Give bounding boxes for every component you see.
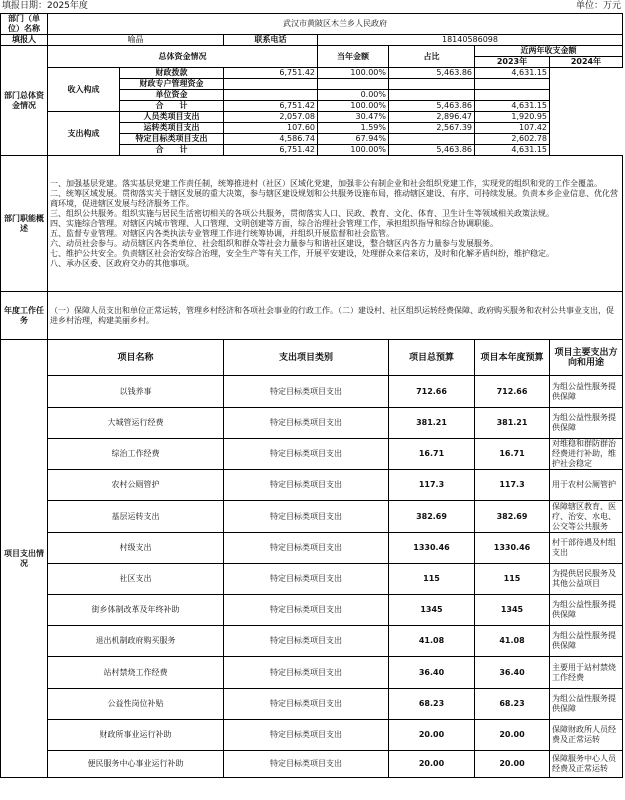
project-year-budget: 1330.46 [475, 533, 550, 564]
project-name: 大城管运行经费 [48, 408, 224, 439]
income-label: 收入构成 [48, 68, 120, 112]
project-purpose: 为组公益性服务提供保障 [550, 376, 623, 408]
income-row [1, 68, 623, 79]
expense-ratio: 1.59% [318, 123, 389, 134]
overview-section-label: 部门总体资金情况 [1, 46, 48, 156]
project-year-budget: 115 [475, 564, 550, 595]
project-category: 特定目标类项目支出 [224, 595, 389, 626]
income-total-2023: 5,463.86 [389, 101, 475, 112]
project-name: 以钱养事 [48, 376, 224, 408]
project-purpose: 为组公益性服务提供保障 [550, 408, 623, 439]
project-total-budget: 20.00 [389, 720, 475, 751]
overview-col-2023: 2023年 [475, 57, 550, 68]
projects-col-purpose: 项目主要支出方向和用途 [550, 340, 623, 376]
project-row [1, 689, 623, 720]
income-2024 [475, 90, 550, 101]
project-category: 特定目标类项目支出 [224, 501, 389, 533]
income-amount [224, 79, 318, 90]
project-total-budget: 1330.46 [389, 533, 475, 564]
expense-total-amount: 6,751.42 [224, 145, 318, 156]
expense-name: 运转类项目支出 [120, 123, 224, 134]
income-2023 [389, 90, 475, 101]
function-line: 六、动员社会参与。动员辖区内各类单位、社会组织和群众等社会力量参与和谐社区建设，整合辖区内各方力量参与发展服务。 [50, 238, 498, 248]
project-total-budget: 117.3 [389, 470, 475, 501]
expense-total-name: 合 计 [120, 145, 224, 156]
expense-row [1, 112, 623, 123]
project-name: 社区支出 [48, 564, 224, 595]
income-name: 单位资金 [120, 90, 224, 101]
dept-name-value: 武汉市黄陂区木兰乡人民政府 [48, 14, 623, 35]
project-category: 特定目标类项目支出 [224, 564, 389, 595]
expense-amount: 2,057.08 [224, 112, 318, 123]
project-year-budget: 20.00 [475, 720, 550, 751]
income-ratio: 0.00% [318, 90, 389, 101]
income-ratio: 100.00% [318, 68, 389, 79]
project-row [1, 595, 623, 626]
filler-label: 填报人 [1, 35, 48, 46]
project-purpose: 为组公益性服务提供保障 [550, 689, 623, 720]
project-name: 便民服务中心事业运行补助 [48, 751, 224, 778]
overview-col-2024: 2024年 [550, 57, 623, 68]
projects-label: 项目支出情况 [1, 340, 48, 778]
functions-label: 部门职能概述 [1, 156, 48, 292]
phone-label: 联系电话 [224, 35, 318, 46]
project-category: 特定目标类项目支出 [224, 439, 389, 470]
projects-col-year: 项目本年度预算 [475, 340, 550, 376]
income-2023 [389, 79, 475, 90]
function-line: 二、统筹区域发展。贯彻落实关于辖区发展的重大决策，参与辖区建设规划和公共服务设施布局，推动辖区建设、有序、可持续发展。负责本乡企业信息、优化营商环境，促进辖区发展与经济服务工作。 [50, 188, 618, 208]
project-category: 特定目标类项目支出 [224, 720, 389, 751]
function-line: 五、监督专业管理。对辖区内各类执法专业管理工作进行统筹协调，并组织开展监督和社会监管。 [50, 228, 394, 238]
project-year-budget: 20.00 [475, 751, 550, 778]
project-name: 农村公厕管护 [48, 470, 224, 501]
overview-col-recent: 近两年收支金额 [475, 46, 623, 57]
project-year-budget: 1345 [475, 595, 550, 626]
project-name: 财政所事业运行补助 [48, 720, 224, 751]
expense-2024: 107.42 [475, 123, 550, 134]
filler-row [1, 35, 623, 46]
income-2024 [475, 79, 550, 90]
project-row [1, 439, 623, 470]
project-total-budget: 36.40 [389, 657, 475, 689]
project-total-budget: 712.66 [389, 376, 475, 408]
income-total-name: 合 计 [120, 101, 224, 112]
projects-col-category: 支出项目类别 [224, 340, 389, 376]
expense-2023: 2,567.39 [389, 123, 475, 134]
income-name: 财政拨款 [120, 68, 224, 79]
project-purpose: 对维稳和群防群治经费进行补助，维护社会稳定 [550, 439, 623, 470]
project-name: 站村禁烧工作经费 [48, 657, 224, 689]
project-category: 特定目标类项目支出 [224, 408, 389, 439]
expense-ratio: 67.94% [318, 134, 389, 145]
function-line: 三、组织公共服务。组织实施与居民生活密切相关的各项公共服务，贯彻落实人口、民政、教育、文化、体育、卫生计生等领域相关政策法规。 [50, 208, 554, 218]
project-row [1, 626, 623, 657]
project-category: 特定目标类项目支出 [224, 751, 389, 778]
project-purpose: 为组公益性服务提供保障 [550, 595, 623, 626]
expense-total-2023: 5,463.86 [389, 145, 475, 156]
project-row [1, 470, 623, 501]
project-category: 特定目标类项目支出 [224, 689, 389, 720]
expense-2023 [389, 134, 475, 145]
project-total-budget: 382.69 [389, 501, 475, 533]
project-row [1, 720, 623, 751]
project-year-budget: 382.69 [475, 501, 550, 533]
project-row [1, 408, 623, 439]
project-total-budget: 16.71 [389, 439, 475, 470]
projects-col-name: 项目名称 [48, 340, 224, 376]
project-purpose: 为组公益性服务提供保障 [550, 626, 623, 657]
function-line: 四、实施综合管理。对辖区内城市管理、人口管理、文明创建等方面，综合治理社会管理工作，承担组织指导和综合协调职能。 [50, 218, 498, 228]
project-year-budget: 68.23 [475, 689, 550, 720]
project-category: 特定目标类项目支出 [224, 657, 389, 689]
overview-col-overall: 总体资金情况 [48, 46, 318, 68]
project-category: 特定目标类项目支出 [224, 533, 389, 564]
project-name: 综治工作经费 [48, 439, 224, 470]
project-total-budget: 68.23 [389, 689, 475, 720]
tasks-text: （一）保障人员支出和单位正常运转，管理乡村经济和各项社会事业的行政工作。（二）建设村、社区组织运转经费保障、政府购买服务和农村公共事业支出，促进乡村治理，构建美丽乡村。 [48, 292, 623, 340]
income-2024: 4,631.15 [475, 68, 550, 79]
projects-header-row [1, 340, 623, 376]
project-purpose: 村干部待遇及村组支出 [550, 533, 623, 564]
tasks-row [1, 292, 623, 340]
expense-ratio: 30.47% [318, 112, 389, 123]
project-purpose: 保障财政所人员经费及正常运转 [550, 720, 623, 751]
project-purpose: 保障辖区教育、医疗、治安、水电、公交等公共服务 [550, 501, 623, 533]
project-year-budget: 381.21 [475, 408, 550, 439]
expense-2023: 2,896.47 [389, 112, 475, 123]
phone-value: 18140586098 [318, 35, 623, 46]
expense-name: 人员类项目支出 [120, 112, 224, 123]
expense-name: 特定目标类项目支出 [120, 134, 224, 145]
project-category: 特定目标类项目支出 [224, 376, 389, 408]
income-total-ratio: 100.00% [318, 101, 389, 112]
project-name: 退出机制政府购买服务 [48, 626, 224, 657]
tasks-label: 年度工作任务 [1, 292, 48, 340]
function-line: 八、承办区委、区政府交办的其他事项。 [50, 258, 194, 268]
expense-total-2024: 4,631.15 [475, 145, 550, 156]
project-total-budget: 1345 [389, 595, 475, 626]
project-purpose: 主要用于站村禁烧工作经费 [550, 657, 623, 689]
projects-col-total: 项目总预算 [389, 340, 475, 376]
project-name: 基层运转支出 [48, 501, 224, 533]
expense-2024: 1,920.95 [475, 112, 550, 123]
expense-amount: 107.60 [224, 123, 318, 134]
project-name: 村级支出 [48, 533, 224, 564]
project-row [1, 751, 623, 778]
project-row [1, 657, 623, 689]
project-total-budget: 20.00 [389, 751, 475, 778]
overview-col-ratio: 占比 [389, 46, 475, 68]
income-amount [224, 90, 318, 101]
unit-label: 单位：万元 [575, 1, 621, 11]
project-year-budget: 16.71 [475, 439, 550, 470]
project-year-budget: 712.66 [475, 376, 550, 408]
income-name: 财政专户管理资金 [120, 79, 224, 90]
project-row [1, 564, 623, 595]
income-total-amount: 6,751.42 [224, 101, 318, 112]
project-year-budget: 117.3 [475, 470, 550, 501]
fill-date: 填报日期：2025年度 [2, 1, 88, 11]
expense-2024: 2,602.78 [475, 134, 550, 145]
project-category: 特定目标类项目支出 [224, 626, 389, 657]
expense-amount: 4,586.74 [224, 134, 318, 145]
overview-col-amount: 当年金额 [318, 46, 389, 68]
expense-total-ratio: 100.00% [318, 145, 389, 156]
project-row [1, 501, 623, 533]
dept-name-label: 部门（单位）名称 [1, 14, 48, 35]
report-header [0, 0, 625, 13]
project-total-budget: 41.08 [389, 626, 475, 657]
functions-text [48, 156, 623, 292]
function-line: 七、维护公共安全。负责辖区社会治安综合治理，安全生产等有关工作，开展平安建设，处理群众来信来访，及时和化解矛盾纠纷，维护稳定。 [50, 248, 554, 258]
project-total-budget: 115 [389, 564, 475, 595]
budget-table [0, 13, 623, 778]
project-year-budget: 41.08 [475, 626, 550, 657]
project-purpose: 为提供居民服务及其他公益项目 [550, 564, 623, 595]
project-name: 公益性岗位补贴 [48, 689, 224, 720]
dept-name-row [1, 14, 623, 35]
income-2023: 5,463.86 [389, 68, 475, 79]
project-purpose: 保障服务中心人员经费及正常运转 [550, 751, 623, 778]
project-row [1, 376, 623, 408]
project-purpose: 用于农村公厕管护 [550, 470, 623, 501]
income-ratio [318, 79, 389, 90]
project-name: 街乡体制改革及年终补助 [48, 595, 224, 626]
function-line: 一、加强基层党建。落实基层党建工作责任制，统筹推进村（社区）区域化党建，加强非公有制企业和社会组织党建工作，实现党的组织和党的工作全覆盖。 [50, 178, 602, 188]
functions-row [1, 156, 623, 292]
overview-header-row [1, 46, 623, 57]
filler-value: 喻晶 [48, 35, 224, 46]
expense-label: 支出构成 [48, 112, 120, 156]
income-total-2024: 4,631.15 [475, 101, 550, 112]
project-total-budget: 381.21 [389, 408, 475, 439]
project-category: 特定目标类项目支出 [224, 470, 389, 501]
project-year-budget: 36.40 [475, 657, 550, 689]
project-row [1, 533, 623, 564]
income-amount: 6,751.42 [224, 68, 318, 79]
